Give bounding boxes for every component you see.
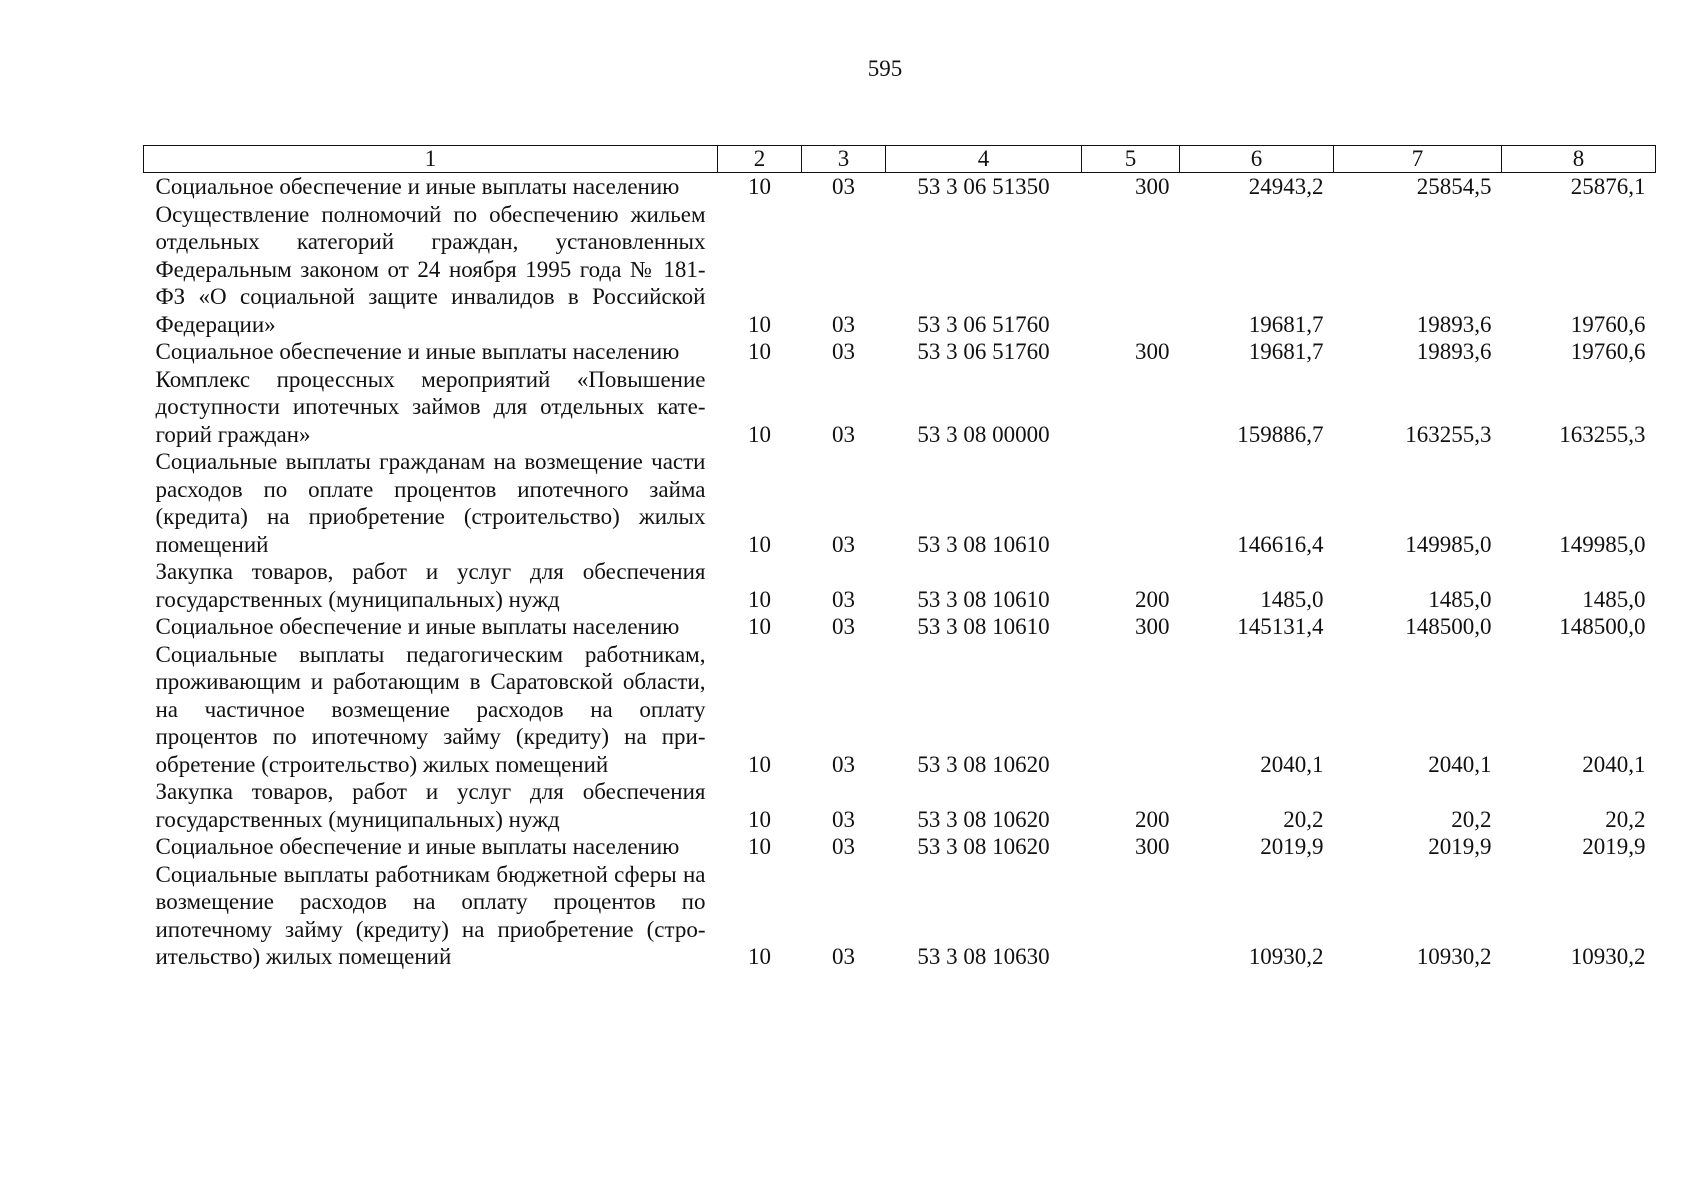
cell-subsection: 03 <box>832 311 855 337</box>
cell-year-2: 163255,3 <box>1405 421 1492 447</box>
cell-target-item: 53 3 08 10620 <box>917 834 1050 859</box>
cell-year-3: 2019,9 <box>1582 834 1646 859</box>
cell-year-3: 2040,1 <box>1582 751 1646 777</box>
cell-section: 10 <box>748 531 771 557</box>
cell-year-3: 25876,1 <box>1570 174 1646 199</box>
cell-name: Социальное обеспечение и иные выплаты населению <box>155 834 680 859</box>
column-header-year-2: 7 <box>1334 146 1502 173</box>
header-row <box>144 146 1656 173</box>
cell-name: Социальные выплаты гражданам на возмещение части расходов по оплате процентов ипотечного займа (кредита) на приобретение (строительство) жилых помещений <box>155 449 706 557</box>
cell-subsection: 03 <box>832 586 855 612</box>
cell-subsection: 03 <box>832 614 855 639</box>
table-row <box>144 558 1656 613</box>
cell-year-2: 19893,6 <box>1416 311 1492 337</box>
cell-year-2: 19893,6 <box>1416 339 1492 364</box>
cell-subsection: 03 <box>832 339 855 364</box>
cell-expense-type: 200 <box>1135 586 1170 612</box>
cell-expense-type <box>1082 861 1180 971</box>
cell-year-1: 1485,0 <box>1260 586 1324 612</box>
cell-section: 10 <box>748 614 771 639</box>
cell-year-1: 159886,7 <box>1237 421 1324 447</box>
cell-subsection: 03 <box>832 174 855 199</box>
cell-year-3: 149985,0 <box>1559 531 1646 557</box>
cell-name: Комплекс процессных мероприятий «Повышение доступности ипотечных займов для отдельных категорий граждан» <box>155 366 706 447</box>
cell-target-item: 53 3 06 51760 <box>917 339 1050 364</box>
table-row <box>144 641 1656 779</box>
cell-year-2: 2040,1 <box>1428 751 1492 777</box>
cell-year-1: 19681,7 <box>1248 311 1324 337</box>
column-header-target-item: 4 <box>886 146 1082 173</box>
cell-name: Социальное обеспечение и иные выплаты населению <box>155 174 680 199</box>
table-row <box>144 833 1656 861</box>
column-header-section: 2 <box>718 146 802 173</box>
page-number: 595 <box>867 56 903 81</box>
table-row <box>144 448 1656 558</box>
cell-subsection: 03 <box>832 944 855 969</box>
cell-year-2: 10930,2 <box>1416 944 1492 969</box>
cell-target-item: 53 3 08 10610 <box>917 531 1050 557</box>
column-header-expense-type: 5 <box>1082 146 1180 173</box>
cell-expense-type <box>1082 366 1180 449</box>
cell-year-3: 19760,6 <box>1570 311 1646 337</box>
cell-target-item: 53 3 08 10630 <box>917 944 1050 969</box>
cell-year-1: 20,2 <box>1283 806 1324 832</box>
cell-year-3: 148500,0 <box>1559 614 1646 639</box>
cell-subsection: 03 <box>832 751 855 777</box>
cell-year-2: 20,2 <box>1451 806 1492 832</box>
cell-expense-type: 300 <box>1135 614 1170 639</box>
column-header-subsection: 3 <box>802 146 886 173</box>
cell-section: 10 <box>748 944 771 969</box>
cell-year-3: 163255,3 <box>1559 421 1646 447</box>
cell-year-1: 146616,4 <box>1237 531 1324 557</box>
cell-year-3: 20,2 <box>1605 806 1646 832</box>
cell-subsection: 03 <box>832 834 855 859</box>
table-row <box>144 338 1656 366</box>
cell-year-2: 149985,0 <box>1405 531 1492 557</box>
cell-name: Осуществление полномочий по обеспечению жильем отдельных категорий граждан, установленных Федеральным законом от 24 ноября 1995 года № 181-ФЗ «О социальной защите инвалидов в Российской Федерации» <box>155 201 706 337</box>
cell-name: Социальные выплаты педагогическим работникам, проживающим и работающим в Саратовской области, на частичное возмещение расходов на оплату процентов по ипотечному займу (кредиту) на приобретение (строительство) жилых помещений <box>155 641 706 777</box>
cell-expense-type: 300 <box>1135 834 1170 859</box>
cell-target-item: 53 3 06 51760 <box>917 311 1050 337</box>
cell-name: Социальное обеспечение и иные выплаты населению <box>155 614 680 639</box>
cell-year-1: 19681,7 <box>1248 339 1324 364</box>
cell-section: 10 <box>748 339 771 364</box>
cell-year-1: 145131,4 <box>1237 614 1324 639</box>
cell-year-2: 148500,0 <box>1405 614 1492 639</box>
cell-name: Социальное обеспечение и иные выплаты населению <box>155 339 680 364</box>
cell-year-1: 10930,2 <box>1248 944 1324 969</box>
budget-table <box>143 145 1656 971</box>
cell-section: 10 <box>748 834 771 859</box>
cell-section: 10 <box>748 586 771 612</box>
cell-year-1: 24943,2 <box>1248 174 1324 199</box>
cell-expense-type <box>1082 448 1180 558</box>
cell-name: Закупка товаров, работ и услуг для обеспечения государственных (муниципальных) нужд <box>155 779 706 832</box>
cell-expense-type <box>1082 201 1180 339</box>
table-row <box>144 778 1656 833</box>
cell-year-2: 25854,5 <box>1416 174 1492 199</box>
table-row <box>144 173 1656 201</box>
cell-subsection: 03 <box>832 421 855 447</box>
cell-year-1: 2040,1 <box>1260 751 1324 777</box>
cell-target-item: 53 3 06 51350 <box>917 174 1050 199</box>
cell-section: 10 <box>748 751 771 777</box>
table-row <box>144 861 1656 971</box>
cell-name: Социальные выплаты работникам бюджетной сферы на возмещение расходов на оплату процентов по ипотечному займу (кредиту) на приобретение (строительство) жилых помещений <box>155 861 706 969</box>
cell-year-3: 10930,2 <box>1570 944 1646 969</box>
cell-target-item: 53 3 08 10610 <box>917 586 1050 612</box>
cell-year-3: 1485,0 <box>1582 586 1646 612</box>
cell-target-item: 53 3 08 10620 <box>917 806 1050 832</box>
table-row <box>144 366 1656 449</box>
cell-target-item: 53 3 08 10610 <box>917 614 1050 639</box>
cell-expense-type <box>1082 641 1180 779</box>
cell-year-3: 19760,6 <box>1570 339 1646 364</box>
table-row <box>144 201 1656 339</box>
cell-subsection: 03 <box>832 806 855 832</box>
column-header-year-1: 6 <box>1180 146 1334 173</box>
cell-year-2: 2019,9 <box>1428 834 1492 859</box>
cell-section: 10 <box>748 421 771 447</box>
cell-target-item: 53 3 08 10620 <box>917 751 1050 777</box>
cell-section: 10 <box>748 806 771 832</box>
column-header-year-3: 8 <box>1502 146 1656 173</box>
cell-expense-type: 300 <box>1135 339 1170 364</box>
cell-subsection: 03 <box>832 531 855 557</box>
cell-target-item: 53 3 08 00000 <box>917 421 1050 447</box>
cell-year-1: 2019,9 <box>1260 834 1324 859</box>
cell-expense-type: 300 <box>1135 174 1170 199</box>
cell-expense-type: 200 <box>1135 806 1170 832</box>
cell-name: Закупка товаров, работ и услуг для обеспечения государственных (муниципальных) нужд <box>155 559 706 612</box>
cell-section: 10 <box>748 311 771 337</box>
cell-section: 10 <box>748 174 771 199</box>
column-header-name: 1 <box>144 146 718 173</box>
table-body <box>144 173 1656 971</box>
table-row <box>144 613 1656 641</box>
cell-year-2: 1485,0 <box>1428 586 1492 612</box>
